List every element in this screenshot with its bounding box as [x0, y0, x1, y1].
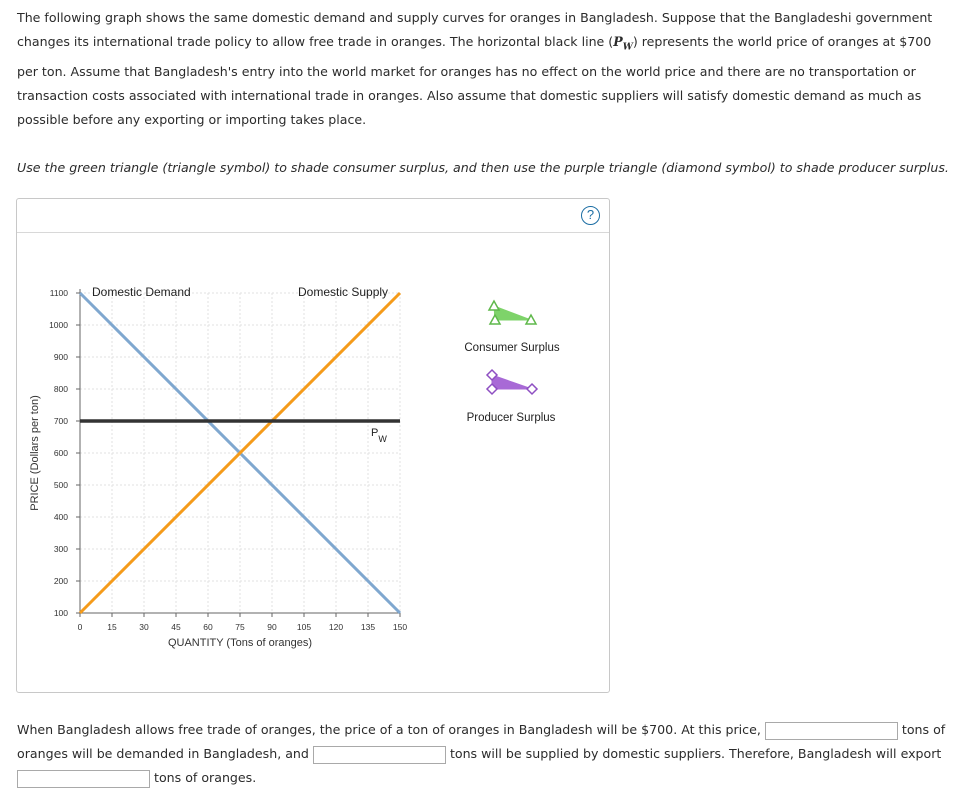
supply-demand-chart [16, 198, 610, 693]
y-tick-label: 900 [53, 352, 68, 362]
x-tick-label: 90 [267, 622, 277, 632]
y-tick-label: 200 [53, 576, 68, 586]
x-tick-label: 75 [235, 622, 245, 632]
consumer-surplus-label: Consumer Surplus [464, 342, 560, 354]
y-tick-label: 1000 [49, 320, 68, 330]
y-tick-label: 700 [53, 416, 68, 426]
producer-surplus-shape [492, 375, 532, 389]
y-tick-label: 100 [53, 608, 68, 618]
y-tick-label: 600 [53, 448, 68, 458]
answer-paragraph [17, 718, 947, 790]
x-tick-label: 135 [360, 622, 376, 632]
x-tick-label: 30 [139, 622, 149, 632]
surplus-tools[interactable] [464, 301, 559, 424]
world-price-symbol: $P_W$ [613, 34, 633, 53]
triangle-marker-icon [489, 301, 499, 310]
quantity-demanded-input[interactable] [765, 722, 898, 740]
demand-label: Domestic Demand [92, 285, 191, 299]
y-axis-title: PRICE (Dollars per ton) [29, 395, 41, 511]
intro-text-2: ) represents the world price of oranges at $700 per ton. Assume that Bangladesh's entry into the world market for oranges has no effect on the world price and there are no transportation or transaction costs associated with international trade in oranges. Also assume that domestic suppliers will satisfy domestic demand as much as possible before any exporting or importing takes place. [17, 34, 932, 128]
y-tick-label: 400 [53, 512, 68, 522]
diamond-marker-icon [527, 384, 537, 394]
quantity-supplied-input[interactable] [313, 746, 446, 764]
producer-surplus-label: Producer Surplus [466, 412, 556, 424]
answer-text-2: tons of oranges will be demanded in Bangladesh, and [17, 722, 946, 761]
y-tick-label: 300 [53, 544, 68, 554]
instruction-text: Use the green triangle (triangle symbol) to shade consumer surplus, and then use the purple triangle (diamond symbol) to shade producer surplus. [17, 160, 949, 175]
supply-label: Domestic Supply [298, 285, 389, 299]
y-tick-label: 500 [53, 480, 68, 490]
world-price-label: $P_W$ [371, 427, 387, 444]
world-price-label-sub: W [378, 434, 387, 444]
help-icon[interactable]: ? [581, 206, 600, 225]
x-tick-label: 105 [296, 622, 312, 632]
consumer-surplus-shape [494, 306, 531, 320]
x-axis-title: QUANTITY (Tons of oranges) [167, 637, 313, 649]
x-tick-label: 60 [203, 622, 213, 632]
y-tick-label: 800 [53, 384, 68, 394]
x-tick-label: 45 [171, 622, 181, 632]
x-tick-label: 0 [77, 622, 83, 632]
answer-text-1: When Bangladesh allows free trade of oranges, the price of a ton of oranges in Bangladesh will be $700. At this price, [17, 722, 761, 737]
chart-labels [29, 285, 388, 649]
answer-text-4: tons of oranges. [154, 770, 257, 785]
answer-text-3: tons will be supplied by domestic suppliers. Therefore, Bangladesh will export [449, 746, 942, 761]
x-tick-label: 15 [107, 622, 117, 632]
x-tick-label: 150 [392, 622, 408, 632]
export-quantity-input[interactable] [17, 770, 150, 788]
intro-text-1: The following graph shows the same domestic demand and supply curves for oranges in Bangladesh. Suppose that the Bangladeshi government changes its international trade policy to allow free trade in oranges. The horizontal black line ( [17, 10, 933, 50]
intro-paragraph [17, 6, 947, 133]
y-tick-label: 1100 [49, 288, 68, 298]
x-tick-label: 120 [328, 622, 344, 632]
